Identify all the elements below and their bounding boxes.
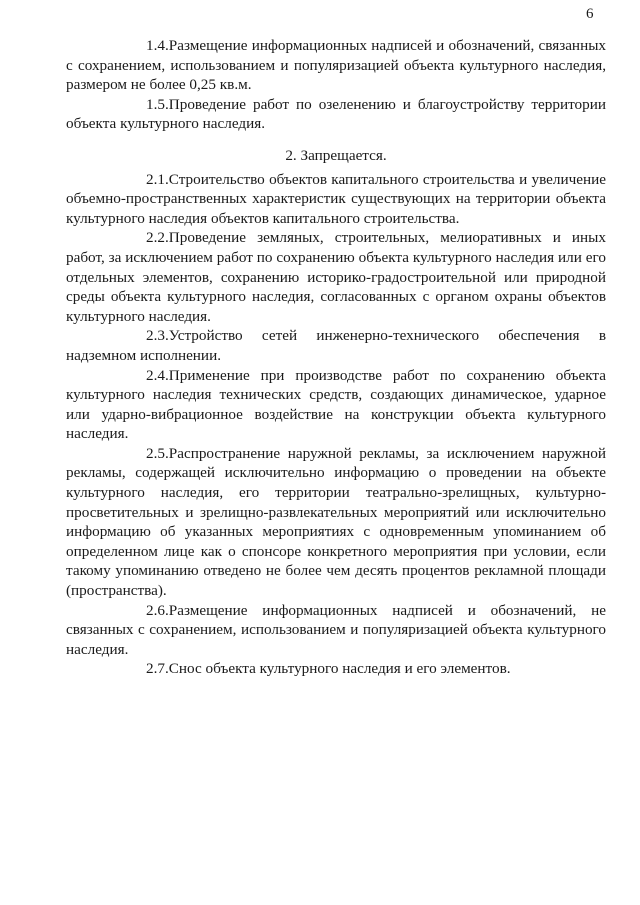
item-text: Проведение работ по озеленению и благоустройству территории объекта культурного наследия. bbox=[66, 95, 606, 133]
item-text: Строительство объектов капитального строительства и увеличение объемно-пространственных характеристик существующих на территории объекта культурного наследия объектов капитального строительства. bbox=[66, 170, 606, 227]
list-item bbox=[66, 36, 606, 95]
item-text: Проведение земляных, строительных, мелиоративных и иных работ, за исключением работ по сохранению объекта культурного наследия или его отдельных элементов, сохранению историко-градостроительной или природной среды объекта культурного наследия, согласованных с органом охраны объектов культурного наследия. bbox=[66, 229, 606, 325]
list-item bbox=[66, 366, 606, 444]
page-number: 6 bbox=[586, 6, 594, 22]
item-number: 2.4. bbox=[146, 366, 169, 384]
item-text: Снос объекта культурного наследия и его элементов. bbox=[168, 660, 511, 678]
list-item bbox=[66, 170, 606, 229]
item-text: Распространение наружной рекламы, за исключением наружной рекламы, содержащей исключительно информацию о проведении на объекте культурного наследия, его территории театрально-зрелищных, культурно-просветительных и зрелищно-развлекательных мероприятий или исключительно информацию об указанных мероприятиях с одновременным упоминанием об определенном лице как о спонсоре конкретного мероприятия при условии, если такому упоминанию отведено не более чем десять процентов рекламной площади (пространства). bbox=[66, 444, 606, 600]
item-text: Устройство сетей инженерно-технического обеспечения в надземном исполнении. bbox=[66, 327, 606, 364]
item-number: 2.3. bbox=[146, 327, 169, 345]
item-text: Размещение информационных надписей и обозначений, не связанных с сохранением, использованием и популяризацией объекта культурного наследия. bbox=[66, 601, 606, 658]
document-body bbox=[66, 36, 606, 679]
item-number: 2.2. bbox=[146, 229, 169, 247]
list-item bbox=[66, 228, 606, 326]
list-item bbox=[66, 95, 606, 134]
list-item bbox=[66, 659, 606, 679]
list-item bbox=[66, 601, 606, 660]
list-item bbox=[66, 444, 606, 601]
section-heading: 2. Запрещается. bbox=[285, 146, 387, 164]
list-item bbox=[66, 326, 606, 365]
item-number: 2.1. bbox=[146, 170, 169, 188]
item-number: 1.5. bbox=[146, 95, 169, 113]
item-text: Размещение информационных надписей и обозначений, связанных с сохранением, использованием и популяризацией объекта культурного наследия, размером не более 0,25 кв.м. bbox=[66, 37, 606, 94]
item-number: 2.5. bbox=[146, 444, 169, 462]
item-text: Применение при производстве работ по сохранению объекта культурного наследия технических средств, создающих динамическое, ударное или ударно-вибрационное воздействие на конструкции объекта культурного наследия. bbox=[66, 366, 606, 443]
item-number: 1.4. bbox=[146, 37, 169, 54]
item-number: 2.6. bbox=[146, 601, 169, 619]
item-number: 2.7. bbox=[146, 660, 169, 678]
